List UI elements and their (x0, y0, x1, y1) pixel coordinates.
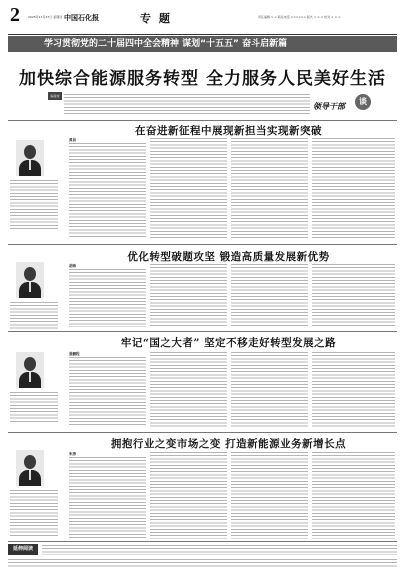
article-1-col-4 (312, 138, 395, 239)
article-1-title: 在奋进新征程中展现新担当实现新突破 (135, 125, 322, 137)
article-4-col-4 (312, 452, 395, 539)
footer-tag: 延伸阅读 (8, 544, 38, 555)
article-4-col-1 (69, 457, 146, 539)
article-2-author: 胡海 (69, 264, 76, 268)
section-title: 专 题 (140, 12, 172, 25)
paper-name: 中国石化报 (64, 13, 99, 22)
article-1-col-2 (150, 138, 227, 239)
brand-logo (313, 94, 373, 120)
article-3-col-3 (231, 352, 308, 427)
article-1-col-3 (231, 138, 308, 239)
divider (8, 432, 397, 433)
main-headline: 加快综合能源服务转型 全力服务人民美好生活 (19, 69, 386, 89)
theme-banner (8, 36, 397, 52)
article-4-title: 拥抱行业之变市场之变 打造新能源业务新增长点 (110, 438, 347, 450)
page-number: 2 (10, 4, 20, 26)
footer-bottom-text (8, 559, 397, 567)
divider (8, 541, 397, 542)
divider (8, 331, 397, 332)
article-2-col-3 (231, 264, 308, 327)
editor-note-tag: 编者按 (48, 92, 62, 100)
article-3-col-2 (150, 352, 227, 427)
article-1-caption (10, 180, 58, 230)
article-2-caption (10, 302, 58, 330)
footer-text (42, 545, 397, 555)
article-2-col-2 (150, 264, 227, 327)
article-4-col-3 (231, 452, 308, 539)
divider (8, 244, 397, 245)
article-3-portrait (16, 352, 44, 388)
article-3-caption (10, 392, 58, 422)
masthead (8, 4, 397, 35)
article-3-col-1 (69, 357, 146, 427)
editor-note-text (64, 94, 310, 116)
article-4-portrait (16, 450, 44, 486)
article-2-portrait (16, 262, 44, 298)
article-4-caption (10, 490, 58, 538)
article-3-col-4 (312, 352, 395, 427)
article-4-col-2 (150, 452, 227, 539)
banner-text: 学习贯彻党的二十届四中全会精神 谋划“十五五” 奋斗启新篇 (44, 39, 288, 49)
article-1-portrait (16, 140, 44, 176)
article-1-author: 黄昌 (69, 138, 76, 142)
article-2-col-4 (312, 264, 395, 327)
article-3-author: 聂鹏程 (69, 352, 80, 356)
article-2-col-1 (69, 269, 146, 327)
editor-info: 责任编辑 × × 联系电话 ×××××× 版式 × × × 校对 × × × (258, 15, 341, 19)
article-2-title: 优化转型破题攻坚 锻造高质量发展新优势 (127, 251, 330, 263)
brand-text: 领导干部 (313, 102, 345, 111)
brand-badge-icon: 谈 (355, 94, 371, 110)
divider (8, 120, 397, 121)
article-3-title: 牢记“国之大者” 坚定不移走好转型发展之路 (120, 337, 337, 349)
article-4-author: 朱涛 (69, 452, 76, 456)
article-1-col-1 (69, 143, 146, 239)
issue-date: 2025年11月27日 星期四 (28, 15, 63, 19)
